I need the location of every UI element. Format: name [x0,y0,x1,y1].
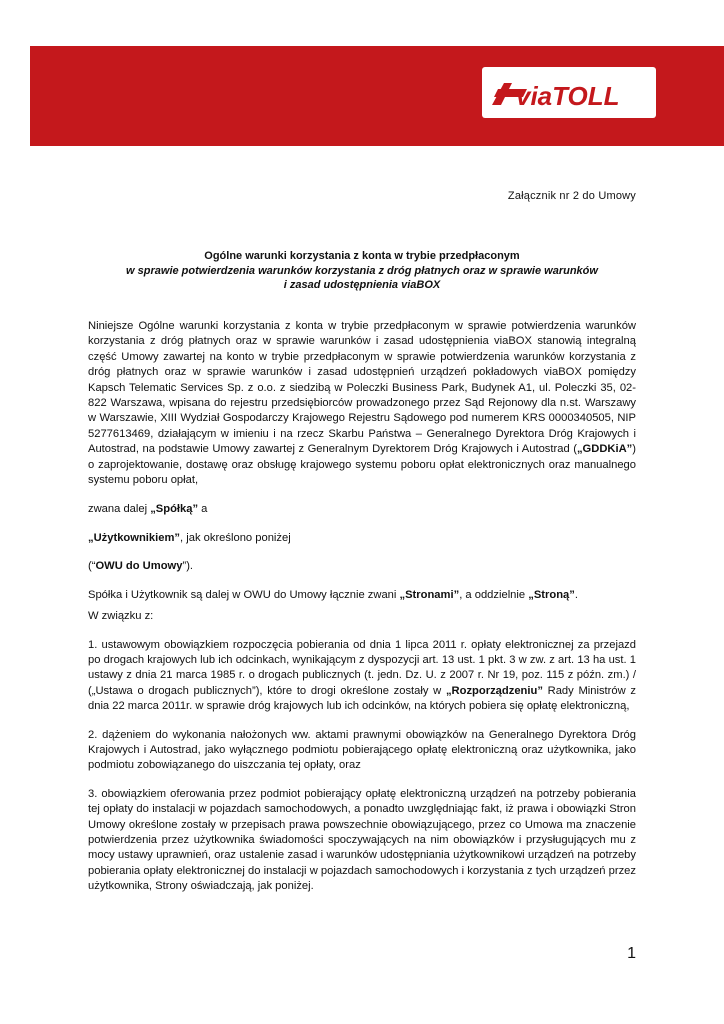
strony-paragraph: Spółka i Użytkownik są dalej w OWU do Umowy łącznie zwani „Stronami”, a oddzielnie „Stroną”. [88,588,578,601]
uzytkownik-paragraph: „Użytkownikiem”, jak określono poniżej [88,531,291,544]
wzwiazku-paragraph: W związku z: [88,610,154,623]
logo-text: viaTOLL [516,81,620,111]
viatoll-logo-graphic [482,67,656,118]
point-2: 2. dążeniem do wykonania nałożonych ww. aktami prawnymi obowiązków na Generalnego Dyrektora Dróg Krajowych i Autostrad, jako wyłącznego podmiotu pobierającego opłatę elektroniczną oraz użytkownika, jako podmiotu zobowiązanego do uiszczania tej opłaty, oraz [88,728,636,772]
annex-label: Załącznik nr 2 do Umowy [507,190,636,202]
intro-paragraph: Niniejsze Ogólne warunki korzystania z konta w trybie przedpłaconym w sprawie potwierdzenia warunków korzystania z dróg płatnych oraz w sprawie warunków i zasad udostępnienia viaBOX stanowią integralną część Umowy zawartej na konto w trybie przedpłaconym w sprawie potwierdzenia warunków korzystania z dróg płatnych oraz w sprawie warunków i zasad udostępnień urządzeń pokładowych viaBOX pomiędzy Kapsch Telematic Services Sp. z o.o. z siedzibą w Poleczki Business Park, Budynek A1, ul. Poleczki 35, 02-822 Warszawa, wpisana do rejestru przedsiębiorców prowadzonego przez Sąd Rejonowy dla n.st. Warszawy w Warszawie, XIII Wydział Gospodarczy Krajowego Rejestru Sądowego pod numerem KRS 0000340505, NIP 5277613469, działającym w imieniu i na rzecz Skarbu Państwa – Generalnego Dyrektora Dróg Krajowych i Autostrad, na podstawie Umowy zawartej z Generalnym Dyrektorem Dróg Krajowych i Autostrad („GDDKiA”) o zaprojektowanie, dostawę oraz obsługę krajowego systemu poboru opłat elektronicznych oraz manualnego systemu poboru opłat, [88,320,636,487]
title-line-2: w sprawie potwierdzenia warunków korzystania z dróg płatnych oraz w sprawie warunków [126,264,598,277]
document-title [88,249,636,293]
point-3: 3. obowiązkiem oferowania przez podmiot pobierający opłatę elektroniczną urządzeń na potrzeby pobierania tej opłaty do instalacji w pojazdach samochodowych, a ponadto uwzględniając fakt, iż prawa i obowiązki Stron Umowy określone zostały w przepisach prawa powszechnie obowiązującego, przez co Umowa ma znaczenie potwierdzenia przez użytkownika świadomości spoczywających na nim obowiązków i przysługujących mu z mocy ustawy uprawnień, oraz ustalenie zasad i warunków udostępniania użytkownikowi urządzeń na potrzeby pobierania opłaty elektronicznej do instalacji w pojazdach samochodowych i korzystania z tych urządzeń przez użytkownika, Strony oświadczają, jak poniżej. [88,787,636,893]
point-1: 1. ustawowym obowiązkiem rozpoczęcia pobierania od dnia 1 lipca 2011 r. opłaty elektronicznej za przejazd po drogach krajowych lub ich odcinkach, wynikającym z dyspozycji art. 13 ust. 1 pkt. 3 w zw. z art. 13 ha ust. 1 ustawy z dnia 21 marca 1985 r. o drogach publicznych (t. jedn. Dz. U. z 2007 r. Nr 19, poz. 115 z późn. zm.) / („Ustawa o drogach publicznych”), które to drogi określone zostały w „Rozporządzeniu” Rady Ministrów z dnia 22 marca 2011r. w sprawie dróg krajowych lub ich odcinków, na których pobiera się opłatę elektroniczną, [88,638,636,713]
owu-paragraph: (“OWU do Umowy”). [88,560,194,573]
viatoll-logo [482,67,656,118]
title-line-1: Ogólne warunki korzystania z konta w trybie przedpłaconym [204,250,520,262]
title-line-3: i zasad udostępnienia viaBOX [283,279,441,291]
page-number: 1 [627,945,636,962]
spolka-paragraph: zwana dalej „Spółką” a [88,503,208,516]
document-body [88,319,636,895]
